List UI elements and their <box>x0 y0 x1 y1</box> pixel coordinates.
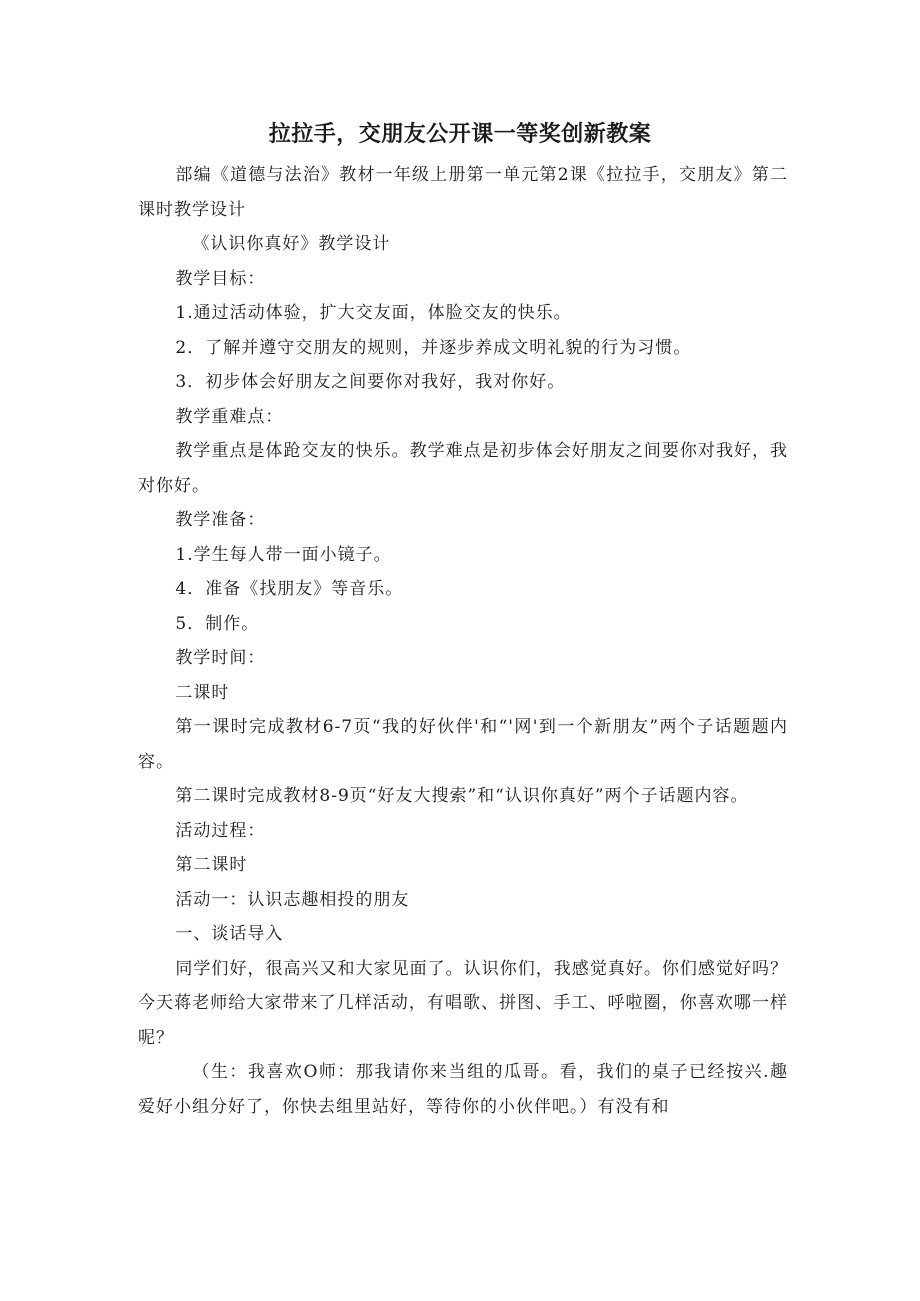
paragraph-subtitle: 《认识你真好》教学设计 <box>192 234 391 254</box>
document-title: 拉拉手，交朋友公开课一等奖创新教案 <box>268 122 652 147</box>
heading-preparation: 教学准备： <box>175 510 266 530</box>
list-item-objective-1: 1.通过活动体验，扩大交友面，体脸交友的快乐。 <box>175 303 572 323</box>
heading-activity-process: 活动过程： <box>175 820 266 841</box>
heading-activity-one: 活动一：认识志趣相投的朋友 <box>175 889 410 910</box>
paragraph-lesson-two: 第二课时完成教材8-9页“好友大搜索”和“认识你真好”两个子话题内容。 <box>175 786 749 806</box>
list-item-preparation-3: 5．制作。 <box>175 613 260 634</box>
paragraph-key-points: 教学重点是体跄交友的快乐。教学难点是初步体会好朋友之间要你对我好，我对你好。 <box>138 441 788 496</box>
paragraph-lesson-count: 二课时 <box>175 682 230 703</box>
paragraph-student-response: （生：我喜欢O师：那我请你来当组的瓜哥。看，我们的桌子已经按兴.趣爱好小组分好了，你快去组里站好，等待你的小伙伴吧。）有没有和 <box>138 1062 788 1117</box>
heading-key-points: 教学重难点： <box>175 406 284 427</box>
list-item-objective-3: 3．初步体会好朋友之间要你对我好，我对你好。 <box>175 372 566 392</box>
paragraph-greeting: 同学们好，很高兴又和大家见面了。认识你们，我感觉真好。你们感觉好吗？今天蒋老师给大家带来了几样活动，有唱歌、拼图、手工、呼啦圈，你喜欢哪一样呢？ <box>138 958 788 1048</box>
heading-objectives: 教学目标： <box>175 268 266 289</box>
list-item-preparation-2: 4．准备《找朋友》等音乐。 <box>175 579 404 599</box>
paragraph-intro: 部编《道德与法治》教材一年级上册第一单元第2课《拉拉手，交朋友》第二课时教学设计 <box>138 165 788 220</box>
document-body <box>138 158 788 1124</box>
list-item-preparation-1: 1.学生每人带一面小镜子。 <box>175 544 392 565</box>
heading-introduction: 一、谈话导入 <box>175 924 284 944</box>
heading-second-lesson: 第二课时 <box>175 855 248 875</box>
heading-teaching-time: 教学时间： <box>175 648 266 668</box>
list-item-objective-2: 2．了解并遵守交朋友的规则，并逐步养成文明礼貌的行为习惯。 <box>175 337 692 358</box>
paragraph-lesson-one: 第一课时完成教材6-7页“我的好伙伴'和“'网'到一个新朋友”两个子话题题内容。 <box>138 717 788 772</box>
